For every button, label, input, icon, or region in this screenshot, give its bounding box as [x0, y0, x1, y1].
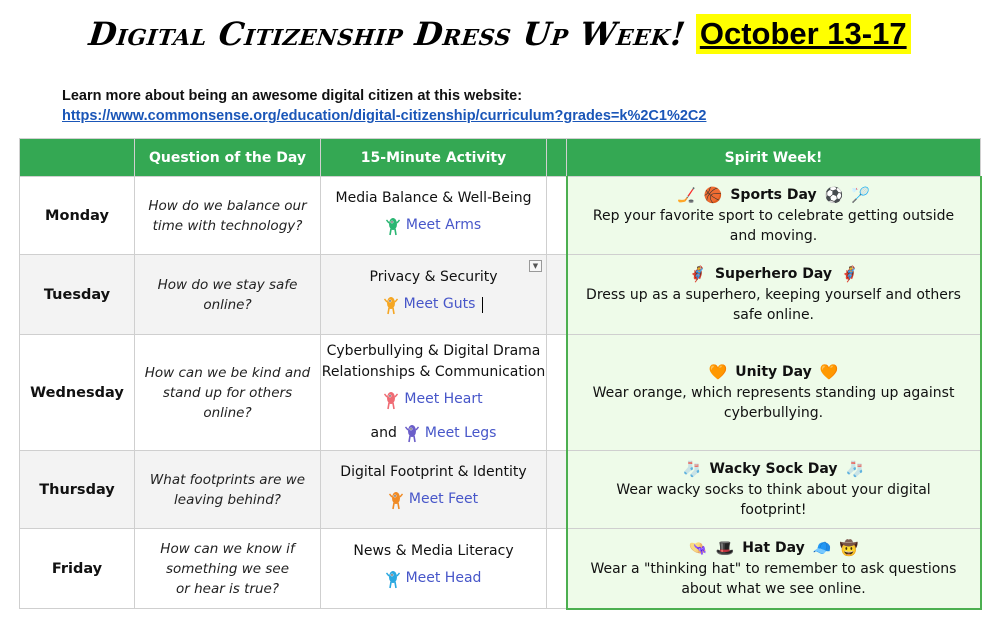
title-date: October 13-17: [696, 14, 911, 54]
text-cursor: [482, 297, 483, 313]
spirit-icon: 🧦: [682, 460, 702, 478]
activity-cell: [321, 529, 547, 609]
spirit-icon: 🦸: [840, 265, 859, 283]
spirit-icon: 👒: [688, 538, 708, 557]
and-text: and: [370, 424, 397, 441]
spirit-title-text: Sports Day: [730, 187, 817, 203]
activity-title: Digital Footprint & Identity: [340, 464, 527, 481]
question-line: How do we stay safe online?: [157, 276, 298, 313]
header-activity: 15-Minute Activity: [321, 139, 547, 177]
table-row: [20, 529, 981, 609]
spirit-title: [677, 185, 870, 205]
question-cell: [135, 529, 321, 609]
spirit-icon: 🦸: [688, 265, 707, 283]
spirit-title-text: Superhero Day: [714, 266, 833, 282]
question-line: something we see: [165, 560, 290, 577]
spirit-text: Rep your favorite sport to celebrate getting outside and moving.: [592, 208, 955, 244]
activity-title: Cyberbullying & Digital Drama: [326, 343, 541, 360]
legs-monster-icon: [405, 423, 419, 443]
activity-cell: [321, 177, 547, 255]
spirit-title-text: Hat Day: [742, 539, 805, 556]
spirit-icon: 🏒: [676, 186, 696, 204]
meet-label[interactable]: Meet Feet: [408, 491, 479, 508]
schedule-table: [19, 138, 982, 610]
spirit-icon: 🏸: [851, 186, 871, 204]
question-line: What footprints are we: [149, 471, 306, 488]
activity-cell: [321, 451, 547, 529]
question-line: or hear is true?: [175, 580, 280, 597]
day-cell: Wednesday: [20, 335, 135, 451]
header-spirit: Spirit Week!: [567, 139, 981, 177]
spirit-icon: 🎩: [715, 538, 735, 557]
spirit-icon: 🧢: [812, 538, 832, 557]
table-row: [20, 451, 981, 529]
table-row: [20, 255, 981, 335]
spirit-text: Wear wacky socks to think about your digital footprint!: [616, 482, 931, 518]
spacer-cell: [547, 529, 567, 609]
activity-title: Relationships & Communication: [321, 364, 546, 381]
question-line: How can we know if: [160, 540, 295, 557]
spirit-title-text: Wacky Sock Day: [709, 461, 838, 477]
header-row: [20, 139, 981, 177]
question-cell: [135, 335, 321, 451]
header-question: Question of the Day: [135, 139, 321, 177]
heart-monster-icon: [384, 390, 398, 410]
spirit-cell: [567, 177, 981, 255]
guts-monster-icon: [384, 295, 398, 315]
spirit-cell: [567, 451, 981, 529]
spirit-cell: [567, 529, 981, 609]
curriculum-link[interactable]: https://www.commonsense.org/education/digital-citizenship/curriculum?grades=k%2C1%2C2: [62, 108, 707, 124]
day-cell: Friday: [20, 529, 135, 609]
spirit-icon: 🧡: [819, 363, 839, 381]
spirit-cell: [567, 335, 981, 451]
spirit-title: [683, 459, 864, 479]
meet-label[interactable]: Meet Guts: [403, 296, 476, 313]
spirit-title: [689, 538, 858, 558]
spirit-title-text: Unity Day: [735, 364, 812, 380]
spirit-icon: 🧡: [708, 363, 728, 381]
title-main: Digital Citizenship Dress Up Week!: [87, 15, 688, 53]
head-monster-icon: [386, 569, 400, 589]
feet-monster-icon: [389, 490, 403, 510]
day-cell: Tuesday: [20, 255, 135, 335]
question-cell: [135, 451, 321, 529]
arms-monster-icon: [386, 216, 400, 236]
question-line: time with technology?: [152, 217, 303, 234]
spirit-cell: [567, 255, 981, 335]
spirit-icon: 🤠: [839, 538, 859, 557]
activity-title: Privacy & Security: [369, 269, 498, 286]
question-line: How do we balance our: [148, 197, 307, 214]
day-cell: Thursday: [20, 451, 135, 529]
table-row: [20, 177, 981, 255]
spirit-text: Wear orange, which represents standing up against cyberbullying.: [592, 385, 955, 421]
spirit-icon: 🧦: [845, 460, 865, 478]
question-cell: [135, 177, 321, 255]
header-gap: [547, 139, 567, 177]
page-title: [0, 10, 1000, 58]
spirit-icon: ⚽: [824, 186, 844, 204]
meet-label[interactable]: Meet Head: [405, 570, 482, 587]
spacer-cell: [547, 177, 567, 255]
day-cell: Monday: [20, 177, 135, 255]
spirit-title: [688, 264, 858, 284]
spacer-cell: [547, 255, 567, 335]
question-line: leaving behind?: [174, 491, 281, 508]
activity-cell: [321, 335, 547, 451]
question-line: How can we be kind and: [144, 364, 311, 381]
spacer-cell: [547, 451, 567, 529]
spirit-title: [709, 362, 839, 382]
spirit-text: Wear a "thinking hat" to remember to ask questions about what we see online.: [590, 560, 957, 597]
meet-label[interactable]: Meet Heart: [404, 391, 483, 408]
activity-cell: [321, 255, 547, 335]
header-day: [20, 139, 135, 177]
dropdown-arrow-icon[interactable]: ▼: [529, 260, 542, 272]
question-line: stand up for others online?: [162, 384, 293, 421]
spirit-text: Dress up as a superhero, keeping yourself and others safe online.: [586, 287, 961, 323]
intro-text: Learn more about being an awesome digital citizen at this website:: [62, 88, 523, 104]
activity-title: News & Media Literacy: [353, 543, 514, 560]
question-cell: [135, 255, 321, 335]
meet-label[interactable]: Meet Arms: [405, 217, 482, 234]
activity-title: Media Balance & Well-Being: [335, 190, 532, 207]
meet-label[interactable]: Meet Legs: [424, 424, 497, 441]
spirit-icon: 🏀: [703, 186, 723, 204]
spacer-cell: [547, 335, 567, 451]
table-row: [20, 335, 981, 451]
